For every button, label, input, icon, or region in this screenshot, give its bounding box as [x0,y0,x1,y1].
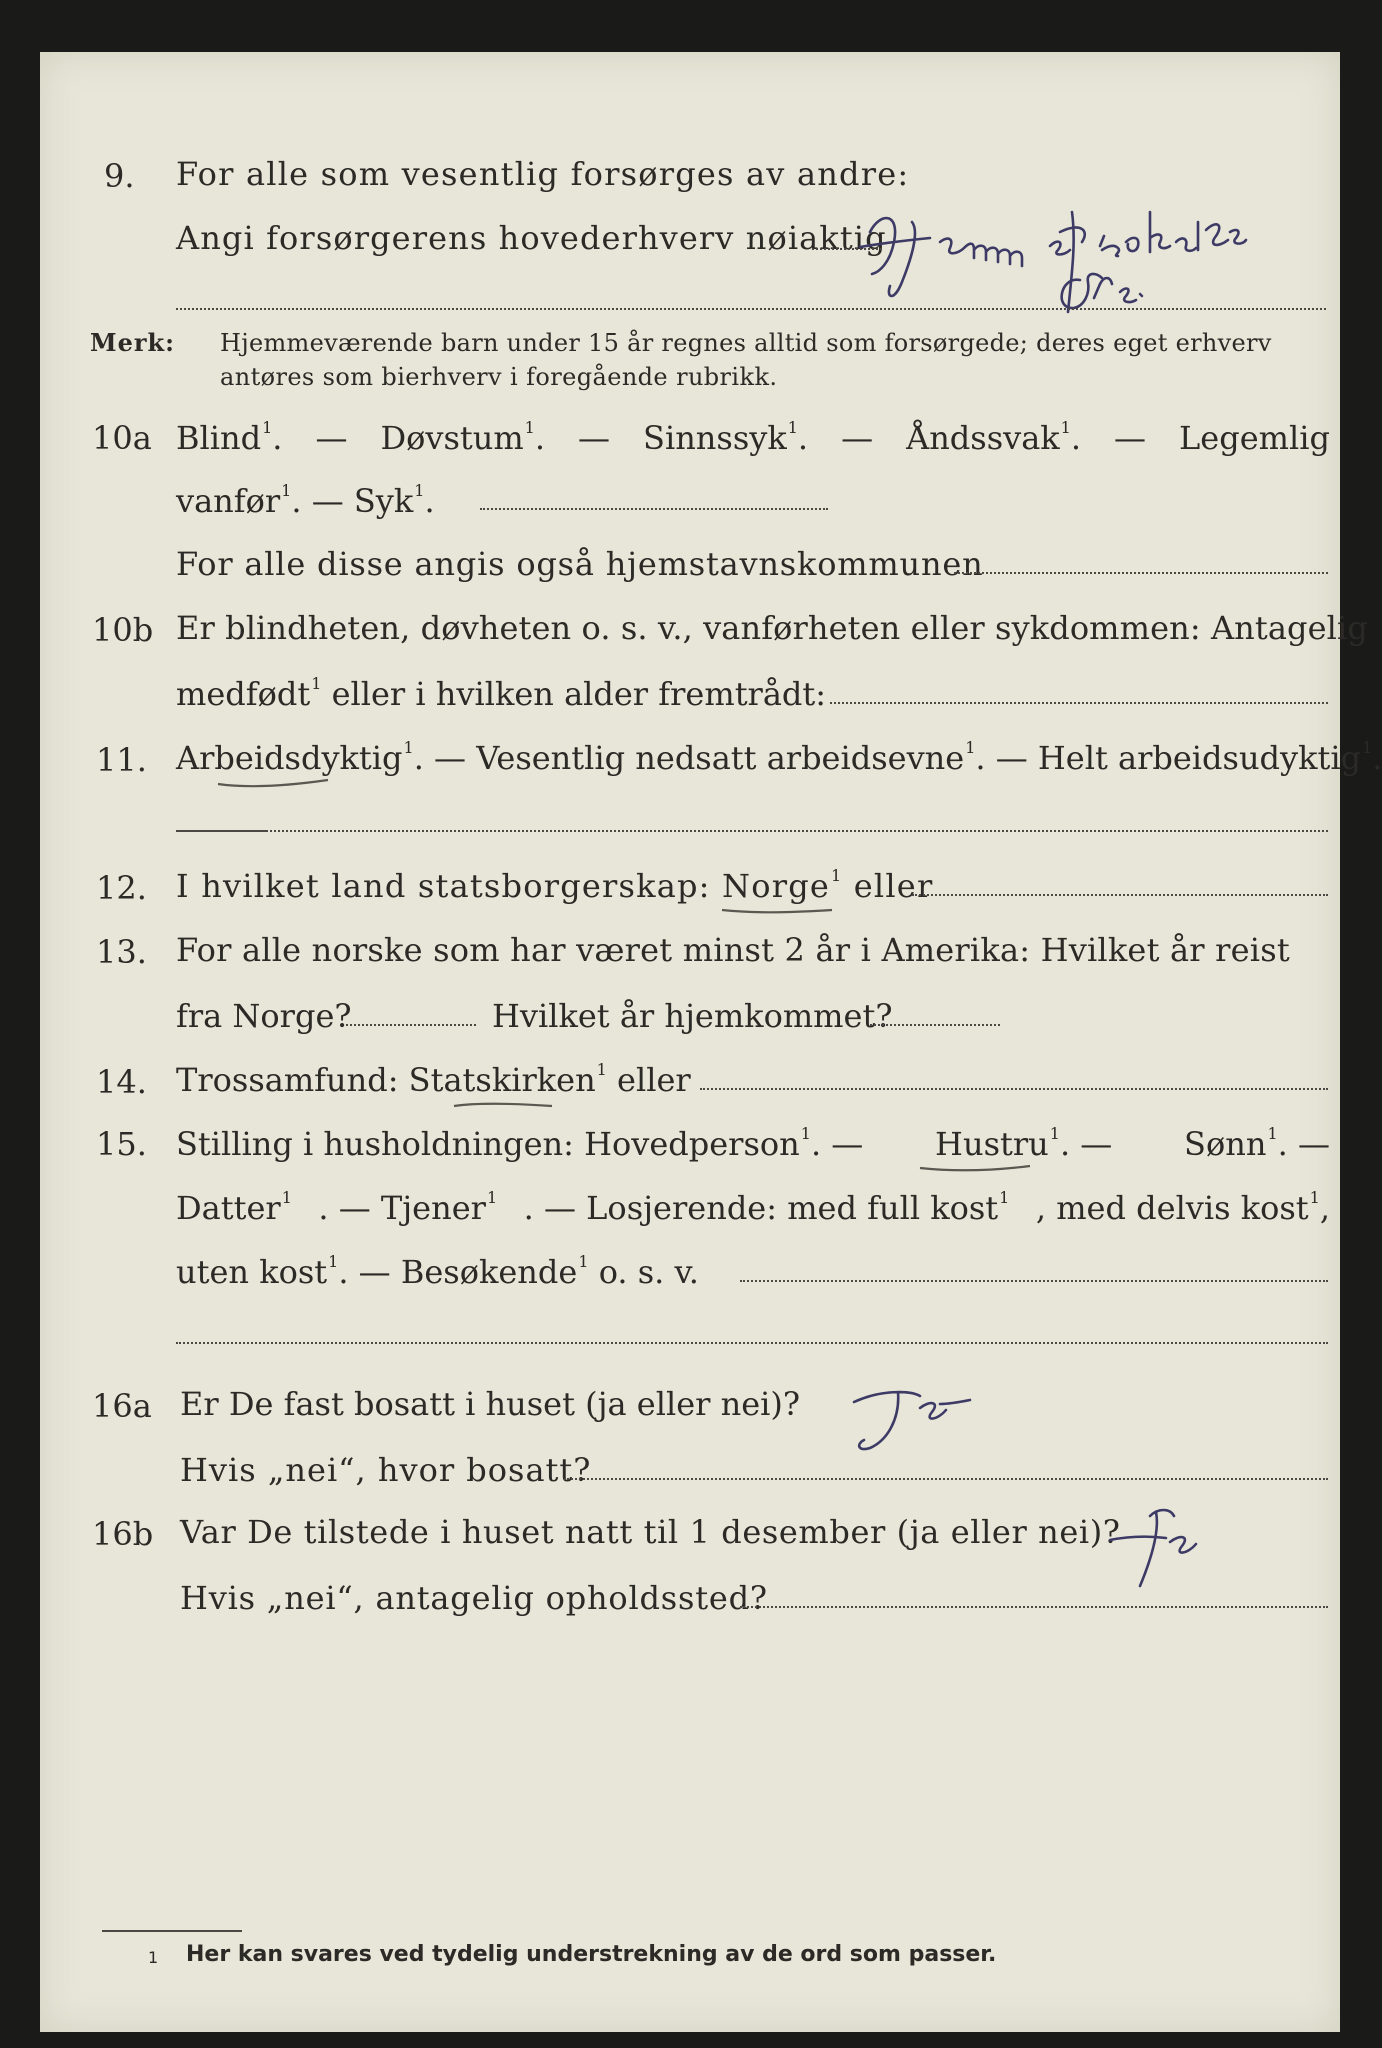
q13-line1: For alle norske som har været minst 2 år i Amerika: Hvilket år reist [176,931,1290,969]
q16a-line2: Hvis „nei“, hvor bosatt? [180,1451,592,1489]
q10a-dash2: — [578,419,611,457]
q13-reist-dotted-line [346,1024,476,1026]
q11-number: 11. [96,741,147,779]
q14-number: 14. [96,1063,147,1101]
q10b-line2: medfødt$^1$ eller i hvilken alder fremtrådt: [176,674,827,713]
q10a-legemlig: Legemlig [1179,419,1330,457]
q15-dotted-line [740,1280,1328,1282]
q14-line: Trossamfund: Statskirken$^1$ eller [176,1060,691,1099]
q15-datter: Datter$^1$ [176,1188,292,1227]
q12-number: 12. [96,869,147,907]
q12-line: I hvilket land statsborgerskap: Norge$^1$ eller [176,866,934,905]
q11-line: Arbeidsdyktig$^1$. — Vesentlig nedsatt arbeidsevne$^1$. — Helt arbeidsudyktig$^1$. [176,738,1382,777]
q11-arbeidsdyktig-underline [216,776,336,790]
q15-second-dotted-line [176,1342,1328,1344]
q16b-line2: Hvis „nei“, antagelig opholdssted? [180,1579,768,1617]
q15-number: 15. [96,1125,147,1163]
q13-number: 13. [96,933,147,971]
q10b-dotted-line [830,702,1328,704]
q16b-number: 16b [92,1515,154,1553]
q13-reist-label: fra Norge? [176,997,352,1035]
merk-line1: Hjemmeværende barn under 15 år regnes alltid som forsørgede; deres eget erhverv [220,329,1272,357]
footnote-mark: 1 [148,1948,159,1967]
q16a-line1: Er De fast bosatt i huset (ja eller nei)? [180,1385,801,1423]
q16b-dotted-line [740,1606,1328,1608]
q11-dotted-line [266,830,1328,832]
q13-hjemkommet-dotted-line [870,1024,1000,1026]
q10a-line3: For alle disse angis også hjemstavnskommunen [176,545,984,583]
footnote-text: Her kan svares ved tydelig understrekning av de ord som passer. [186,1942,997,1967]
q11-answer-line [176,830,266,832]
merk-label: Merk: [90,328,175,357]
census-form-page [40,52,1382,2032]
q10a-syk-dotted-line [480,508,828,510]
q10b-line1: Er blindheten, døvheten o. s. v., vanførheten eller sykdommen: Antagelig [176,609,1368,647]
merk-line2: antøres som bierhverv i foregående rubrikk. [220,363,778,391]
q10a-andssvak: Åndssvak$^1$. [906,418,1082,457]
q15-hovedperson: Stilling i husholdningen: Hovedperson$^1$. — [176,1124,864,1163]
q15-line2 [176,1188,1330,1227]
q10a-dash3: — [841,419,874,457]
q16a-handwritten-answer [840,1378,1000,1458]
q10b-number: 10b [92,611,154,649]
q10a-line1 [176,418,1330,457]
q9-line1: For alle som vesentlig forsørges av andre: [176,155,910,193]
q15-line3: uten kost$^1$. — Besøkende$^1$ o. s. v. [176,1252,699,1291]
q16b-handwritten-answer [1100,1502,1250,1592]
q16b-line1: Var De tilstede i huset natt til 1 desember (ja eller nei)? [180,1513,1121,1551]
q9-line2: Angi forsørgerens hovederhverv nøiaktig [176,219,887,257]
q10a-hjemstavn-dotted-line [954,572,1328,574]
q10a-number: 10a [92,419,152,457]
q16a-number: 16a [92,1387,152,1425]
q10a-sinnssyk: Sinnssyk$^1$. [643,418,809,457]
q15-delvis-kost: , med delvis kost$^1$, [1035,1188,1330,1227]
q14-statskirken-underline [452,1098,562,1112]
footnote-rule [102,1930,242,1932]
q15-hustru: Hustru$^1$. — [935,1124,1113,1163]
q10a-line2: vanfør$^1$. — Syk$^1$. [176,481,435,520]
q9-number: 9. [104,157,135,195]
q14-dotted-line [700,1088,1328,1090]
q13-hjemkommet-label: Hvilket år hjemkommet? [492,997,893,1035]
q15-sonn: Sønn$^1$. — [1184,1124,1330,1163]
q15-line1 [176,1124,1330,1163]
q12-norge-underline [720,904,840,918]
q15-tjener: . — Tjener$^1$ [318,1188,498,1227]
q10a-dash1: — [315,419,348,457]
q12-dotted-line [912,894,1328,896]
q10a-dash4: — [1114,419,1147,457]
q16a-dotted-line [564,1478,1328,1480]
q15-hustru-underline [918,1162,1038,1176]
q9-handwritten-answer [850,202,1350,342]
q10a-blind: Blind$^1$. [176,418,283,457]
q15-losjerende: . — Losjerende: med full kost$^1$ [523,1188,1010,1227]
q9-second-dotted-line [176,308,1326,310]
q10a-dovstum: Døvstum$^1$. [380,418,546,457]
